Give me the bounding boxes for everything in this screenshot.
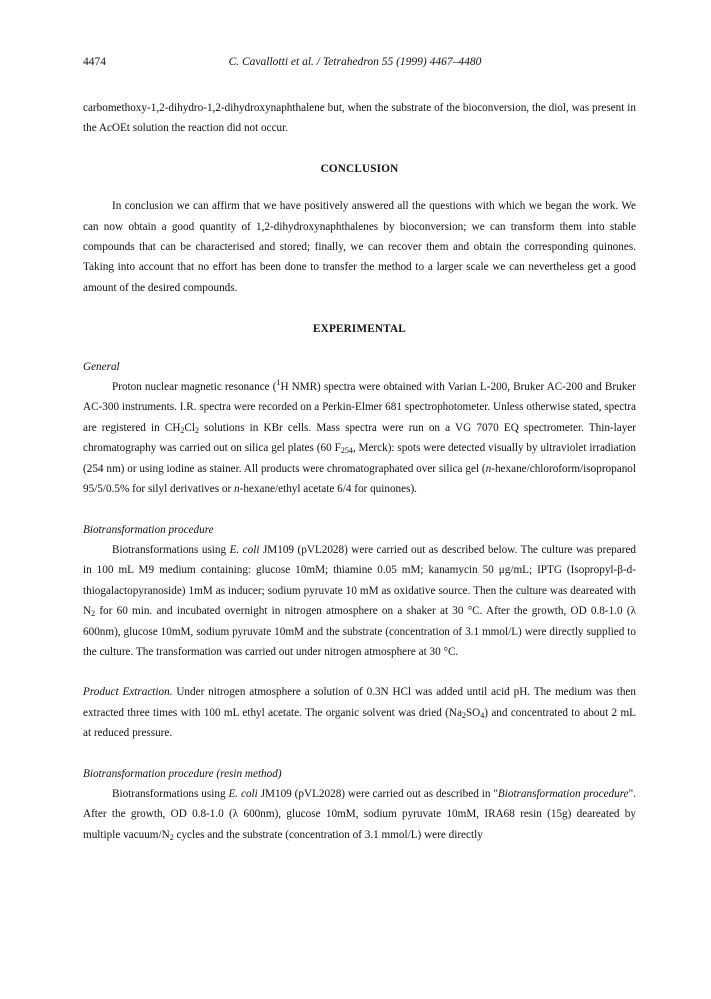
general-paragraph: Proton nuclear magnetic resonance ($^1$H NMR) spectra were obtained with Varian L-200, Bruker AC-200 and Bruker AC-300 instruments. I.R. spectra were recorded on a Perkin-Elmer 681 spectrophotometer. Unless otherwise stated, spectra are registered in $CH_2Cl_2$ solutions in KBr cells. Mass spectra were run on a VG 7070 EQ spectrometer. Thin-layer chromatography was carried out on silica gel plates (60 $F_{254}$, Merck): spots were detected visually by ultraviolet irradiation (254 nm) or using iodine as stainer. All products were chromatographated over silica gel (n-hexane/chloroform/isopropanol 95/5/0.5% for silyl derivatives or n-hexane/ethyl acetate 6/4 for quinones). — [83, 378, 637, 496]
experimental-heading: EXPERIMENTAL — [313, 323, 406, 336]
page-header — [83, 56, 627, 72]
article-body — [83, 98, 636, 845]
conclusion-paragraph: In conclusion we can affirm that we have positively answered all the questions with which we began the work. We can now obtain a good quantity of 1,2-dihydroxynaphthalenes by bioconversion; we can transform them into stable compounds that can be characterised and stored; finally, we can recover them and obtain the corresponding quinones. Taking into account that no effort has been done to transfer the method to a larger scale we can nevertheless get a good amount of the desired compounds. — [83, 200, 636, 294]
general-subheading: General — [83, 360, 120, 373]
conclusion-heading: CONCLUSION — [320, 162, 399, 175]
extraction-paragraph: Product Extraction. Under nitrogen atmosphere a solution of 0.3N HCl was added until acid pH. The medium was then extracted three times with 100 mL ethyl acetate. The organic solvent was dried $(Na_2SO_4)$ and concentrated to about 2 mL at reduced pressure. — [83, 686, 636, 740]
page-number: 4474 — [83, 56, 106, 68]
resin-paragraph: Biotransformations using E. coli JM109 (pVL2028) were carried out as described in "Biotransformation procedure". After the growth, OD 0.8-1.0 (λ 600nm), glucose 10mM, sodium pyruvate 10mM, IRA68 resin (15g) deareated by multiple vacuum/$N_2$ cycles and the substrate (concentration of 3.1 mmol/L) were directly — [83, 787, 637, 842]
biotransformation-subheading: Biotransformation procedure — [83, 523, 214, 536]
running-title: C. Cavallotti et al. / Tetrahedron 55 (1999) 4467–4480 — [228, 56, 482, 68]
intro-paragraph: carbomethoxy-1,2-dihydro-1,2-dihydroxynaphthalene but, when the substrate of the bioconversion, the diol, was present in the AcOEt solution the reaction did not occur. — [83, 102, 636, 135]
extraction-subheading: Product Extraction. — [83, 686, 173, 699]
resin-subheading: Biotransformation procedure (resin method) — [83, 767, 282, 780]
biotransformation-paragraph: Biotransformations using E. coli JM109 (pVL2028) were carried out as described below. The culture was prepared in 100 mL M9 medium containing: glucose 10mM; thiamine 0.05 mM; kanamycin 50 μg/mL; IPTG (Isopropyl-β-d-thiogalactopyranoside) 1mM as inducer; sodium pyruvate 10 mM as oxidative source. Then the culture was deareated with $N_2$ for 60 min. and incubated overnight in nitrogen atmosphere on a shaker at 30 °C. After the growth, OD 0.8-1.0 (λ 600nm), glucose 10mM, sodium pyruvate 10mM and the substrate (concentration of 3.1 mmol/L) were directly supplied to the culture. The transformation was carried out under nitrogen atmosphere at 30 °C. — [83, 543, 637, 658]
